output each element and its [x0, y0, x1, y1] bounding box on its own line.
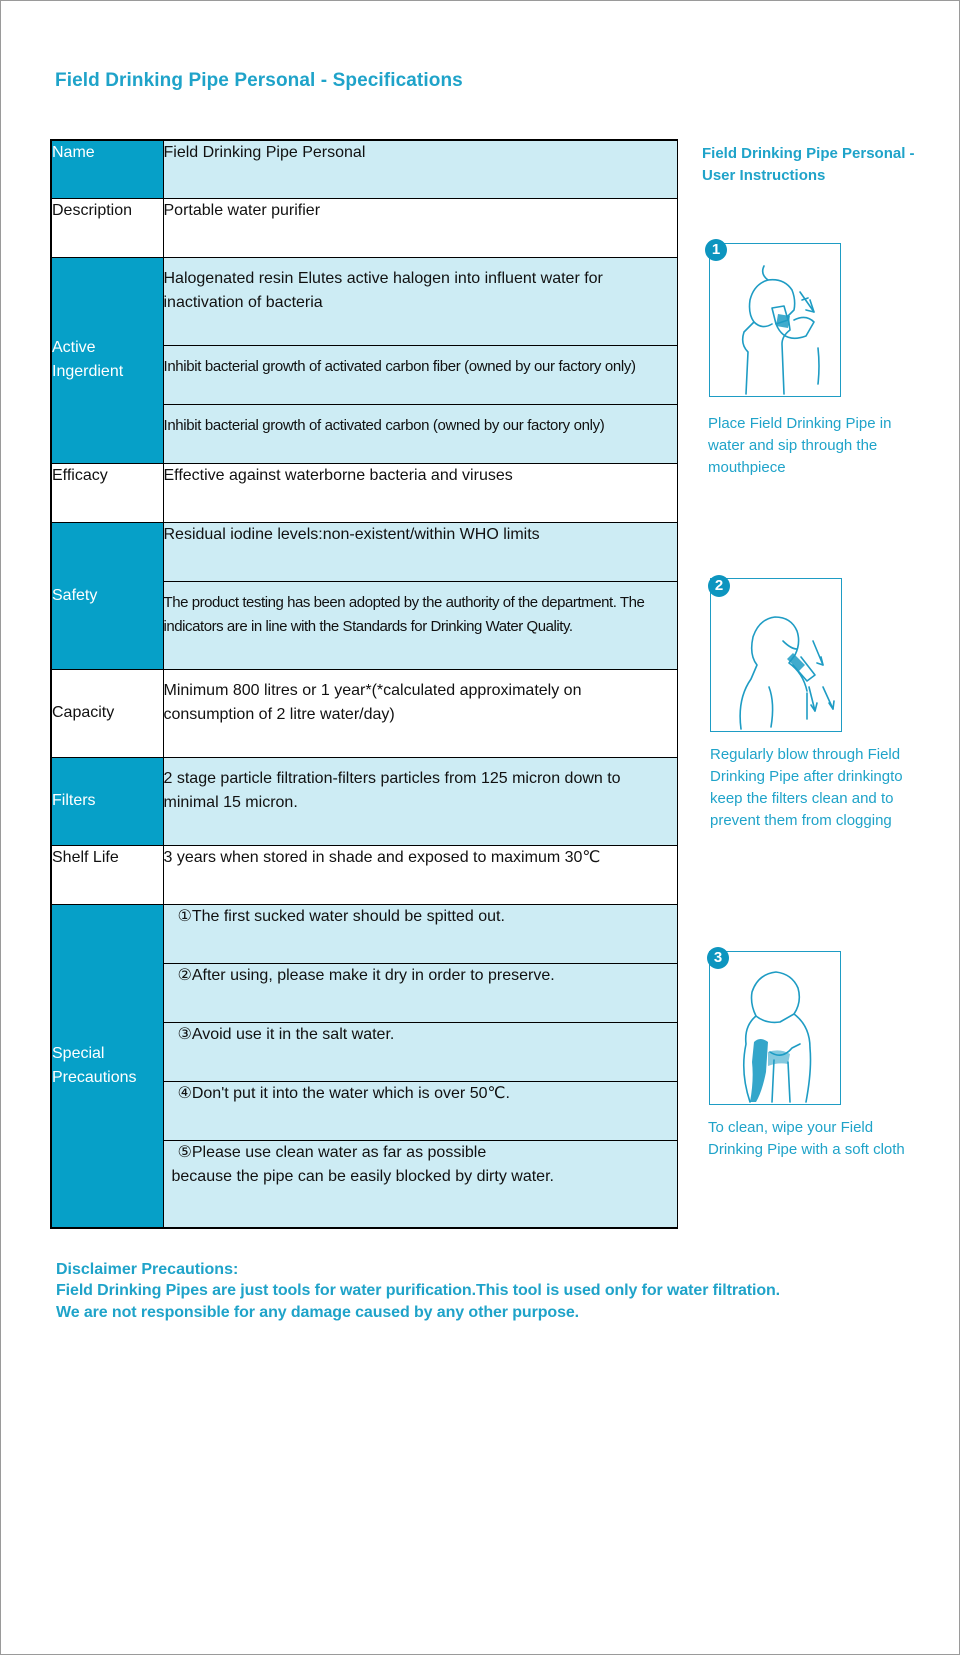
value-active-ingredient-1: Halogenated resin Elutes active halogen into influent water for inactivation of bacteria [163, 257, 677, 345]
precaution-5-line-2: because the pipe can be easily blocked by dirty water. [171, 1167, 554, 1185]
value-active-ingredient-3: Inhibit bacterial growth of activated carbon (owned by our factory only) [163, 404, 677, 463]
spec-row-filters [51, 757, 677, 845]
value-description: Portable water purifier [163, 198, 677, 257]
step-2-badge: 2 [708, 575, 730, 597]
value-precaution-3: ③Avoid use it in the salt water. [163, 1022, 677, 1081]
instructions-title: Field Drinking Pipe Personal - User Instructions [702, 145, 915, 184]
value-name: Field Drinking Pipe Personal [163, 140, 677, 198]
value-filters: 2 stage particle filtration-filters particles from 125 micron down to minimal 15 micron. [163, 757, 677, 845]
value-precaution-1: ①The first sucked water should be spitted out. [163, 904, 677, 963]
label-safety: Safety [51, 522, 163, 669]
value-capacity: Minimum 800 litres or 1 year*(*calculated approximately on consumption of 2 litre water/day) [163, 669, 677, 757]
value-precaution-4: ④Don't put it into the water which is over 50℃. [163, 1081, 677, 1140]
spec-row-capacity [51, 669, 677, 757]
step-2-text: Regularly blow through Field Drinking Pipe after drinkingto keep the filters clean and to prevent them from clogging [710, 746, 903, 829]
step-3-illustration [709, 951, 841, 1105]
spec-row-efficacy [51, 463, 677, 522]
label-efficacy: Efficacy [51, 463, 163, 522]
step-1-illustration [709, 243, 841, 397]
step-3-badge: 3 [707, 947, 729, 969]
person-wiping-pipe-icon [710, 952, 840, 1104]
step-2-illustration [710, 578, 842, 732]
spec-row-safety [51, 522, 677, 581]
spec-row-name [51, 140, 677, 198]
value-active-ingredient-2: Inhibit bacterial growth of activated carbon fiber (owned by our factory only) [163, 345, 677, 404]
label-name: Name [51, 140, 163, 198]
disclaimer-heading: Disclaimer Precautions: [56, 1261, 239, 1278]
page-title: Field Drinking Pipe Personal - Specifications [55, 70, 463, 91]
value-safety-1: Residual iodine levels:non-existent/within WHO limits [163, 522, 677, 581]
label-description: Description [51, 198, 163, 257]
spec-row-special-precautions [51, 904, 677, 963]
value-precaution-5 [163, 1140, 677, 1228]
step-1-badge: 1 [705, 239, 727, 261]
label-active-ingredient: Active Ingerdient [51, 257, 163, 463]
spec-row-active-ingredient [51, 257, 677, 345]
value-precaution-2: ②After using, please make it dry in order to preserve. [163, 963, 677, 1022]
spec-row-description [51, 198, 677, 257]
label-shelf-life: Shelf Life [51, 845, 163, 904]
value-safety-2: The product testing has been adopted by the authority of the department. The indicators are in line with the Standards for Drinking Water Quality. [163, 581, 677, 669]
spec-row-shelf-life [51, 845, 677, 904]
label-capacity: Capacity [51, 669, 163, 757]
person-blowing-pipe-icon [711, 579, 841, 731]
step-3-text: To clean, wipe your Field Drinking Pipe with a soft cloth [708, 1119, 905, 1158]
spec-table [50, 139, 678, 1229]
value-efficacy: Effective against waterborne bacteria and viruses [163, 463, 677, 522]
step-1-text: Place Field Drinking Pipe in water and sip through the mouthpiece [708, 415, 892, 476]
value-shelf-life: 3 years when stored in shade and exposed to maximum 30℃ [163, 845, 677, 904]
disclaimer-line-2: We are not responsible for any damage caused by any other purpose. [56, 1304, 580, 1321]
precaution-5-line-1: ⑤Please use clean water as far as possible [177, 1143, 487, 1161]
label-filters: Filters [51, 757, 163, 845]
person-sipping-pipe-icon [710, 244, 840, 396]
label-special-precautions: Special Precautions [51, 904, 163, 1228]
disclaimer-line-1: Field Drinking Pipes are just tools for water purification.This tool is used only for water filtration. [56, 1282, 781, 1299]
